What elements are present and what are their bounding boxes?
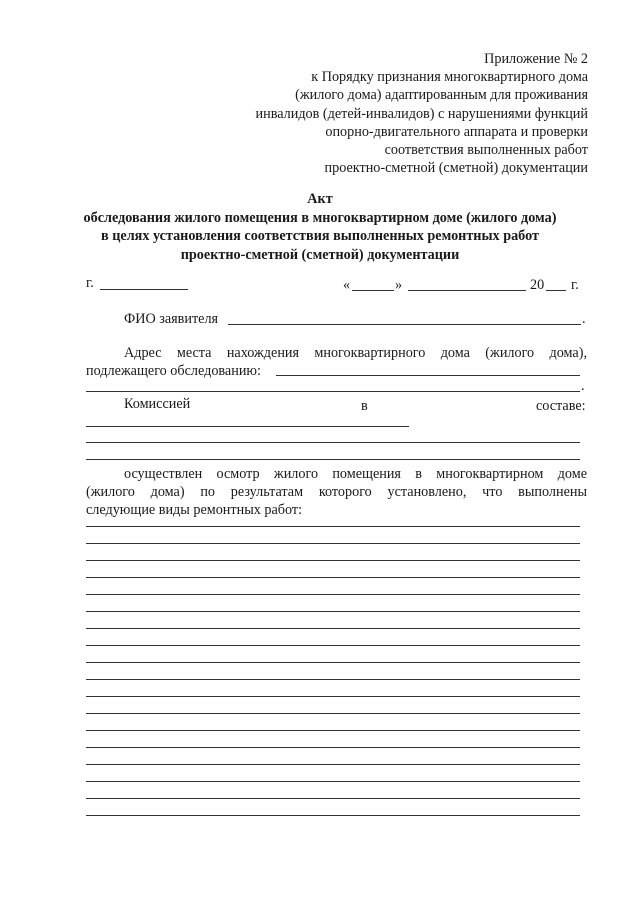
address-end: . <box>581 378 585 394</box>
appendix-line: Приложение № 2 <box>484 51 588 67</box>
repair-work-line[interactable] <box>86 662 580 663</box>
applicant-end: . <box>582 311 586 327</box>
date-open-quote: « <box>343 277 351 293</box>
repair-work-line[interactable] <box>86 679 580 680</box>
repair-work-line[interactable] <box>86 594 580 595</box>
title-line: в целях установления соответствия выполненных ремонтных работ <box>101 228 539 244</box>
day-field[interactable] <box>352 290 394 291</box>
repair-work-line[interactable] <box>86 781 580 782</box>
inspection-line-1: осуществлен осмотр жилого помещения в многоквартирном доме <box>124 466 587 482</box>
appendix-line: к Порядку признания многоквартирного дома <box>311 69 588 86</box>
repair-work-line[interactable] <box>86 730 580 731</box>
repair-work-line[interactable] <box>86 611 580 612</box>
title-line: проектно-сметной (сметной) документации <box>180 246 460 263</box>
applicant-field[interactable] <box>228 324 581 325</box>
repair-work-line[interactable] <box>86 543 580 544</box>
year-field[interactable] <box>546 290 566 291</box>
inspection-line-3: следующие виды ремонтных работ: <box>86 502 303 518</box>
commission-word-1: Комиссией <box>124 396 191 412</box>
city-prefix: г. <box>86 275 94 291</box>
repair-work-line[interactable] <box>86 628 580 629</box>
repair-work-line[interactable] <box>86 577 580 578</box>
repair-work-line[interactable] <box>86 764 580 765</box>
repair-work-line[interactable] <box>86 815 580 816</box>
year-suffix: г. <box>571 277 579 293</box>
repair-work-line[interactable] <box>86 560 580 561</box>
commission-field-3[interactable] <box>86 459 580 460</box>
repair-work-line[interactable] <box>86 747 580 748</box>
commission-word-3: составе: <box>536 398 586 414</box>
inspection-paragraph <box>86 465 587 519</box>
commission-field-1[interactable] <box>86 426 409 427</box>
document-title <box>40 190 600 264</box>
address-field-1[interactable] <box>276 375 580 376</box>
commission-field-2[interactable] <box>86 442 580 443</box>
appendix-line: соответствия выполненных работ <box>384 142 588 159</box>
title-heading: Акт <box>307 191 333 207</box>
appendix-line: инвалидов (детей-инвалидов) с нарушениями функций <box>255 105 588 122</box>
commission-word-2: в <box>361 398 368 414</box>
city-field[interactable] <box>100 289 188 290</box>
repair-work-line[interactable] <box>86 798 580 799</box>
address-field-2[interactable] <box>86 391 580 392</box>
repair-work-line[interactable] <box>86 645 580 646</box>
title-line: обследования жилого помещения в многоквартирном доме (жилого дома) <box>83 209 557 226</box>
repair-work-line[interactable] <box>86 696 580 697</box>
year-prefix: 20 <box>530 277 545 293</box>
appendix-line: опорно-двигательного аппарата и проверки <box>325 123 588 140</box>
repair-work-line[interactable] <box>86 713 580 714</box>
address-paragraph <box>86 344 587 362</box>
appendix-line: проектно-сметной (сметной) документации <box>324 160 588 177</box>
appendix-line: (жилого дома) адаптированным для проживания <box>295 87 588 104</box>
applicant-label: ФИО заявителя <box>124 311 219 327</box>
address-line-1: Адрес места нахождения многоквартирного дома (жилого дома), <box>124 345 587 361</box>
repair-work-line[interactable] <box>86 526 580 527</box>
appendix-block <box>168 50 588 177</box>
inspection-line-2: (жилого дома) по результатам которого установлено, что выполнены <box>86 484 587 500</box>
address-line-2: подлежащего обследованию: <box>86 363 261 379</box>
date-close-quote: » <box>395 277 403 293</box>
month-field[interactable] <box>408 290 526 291</box>
